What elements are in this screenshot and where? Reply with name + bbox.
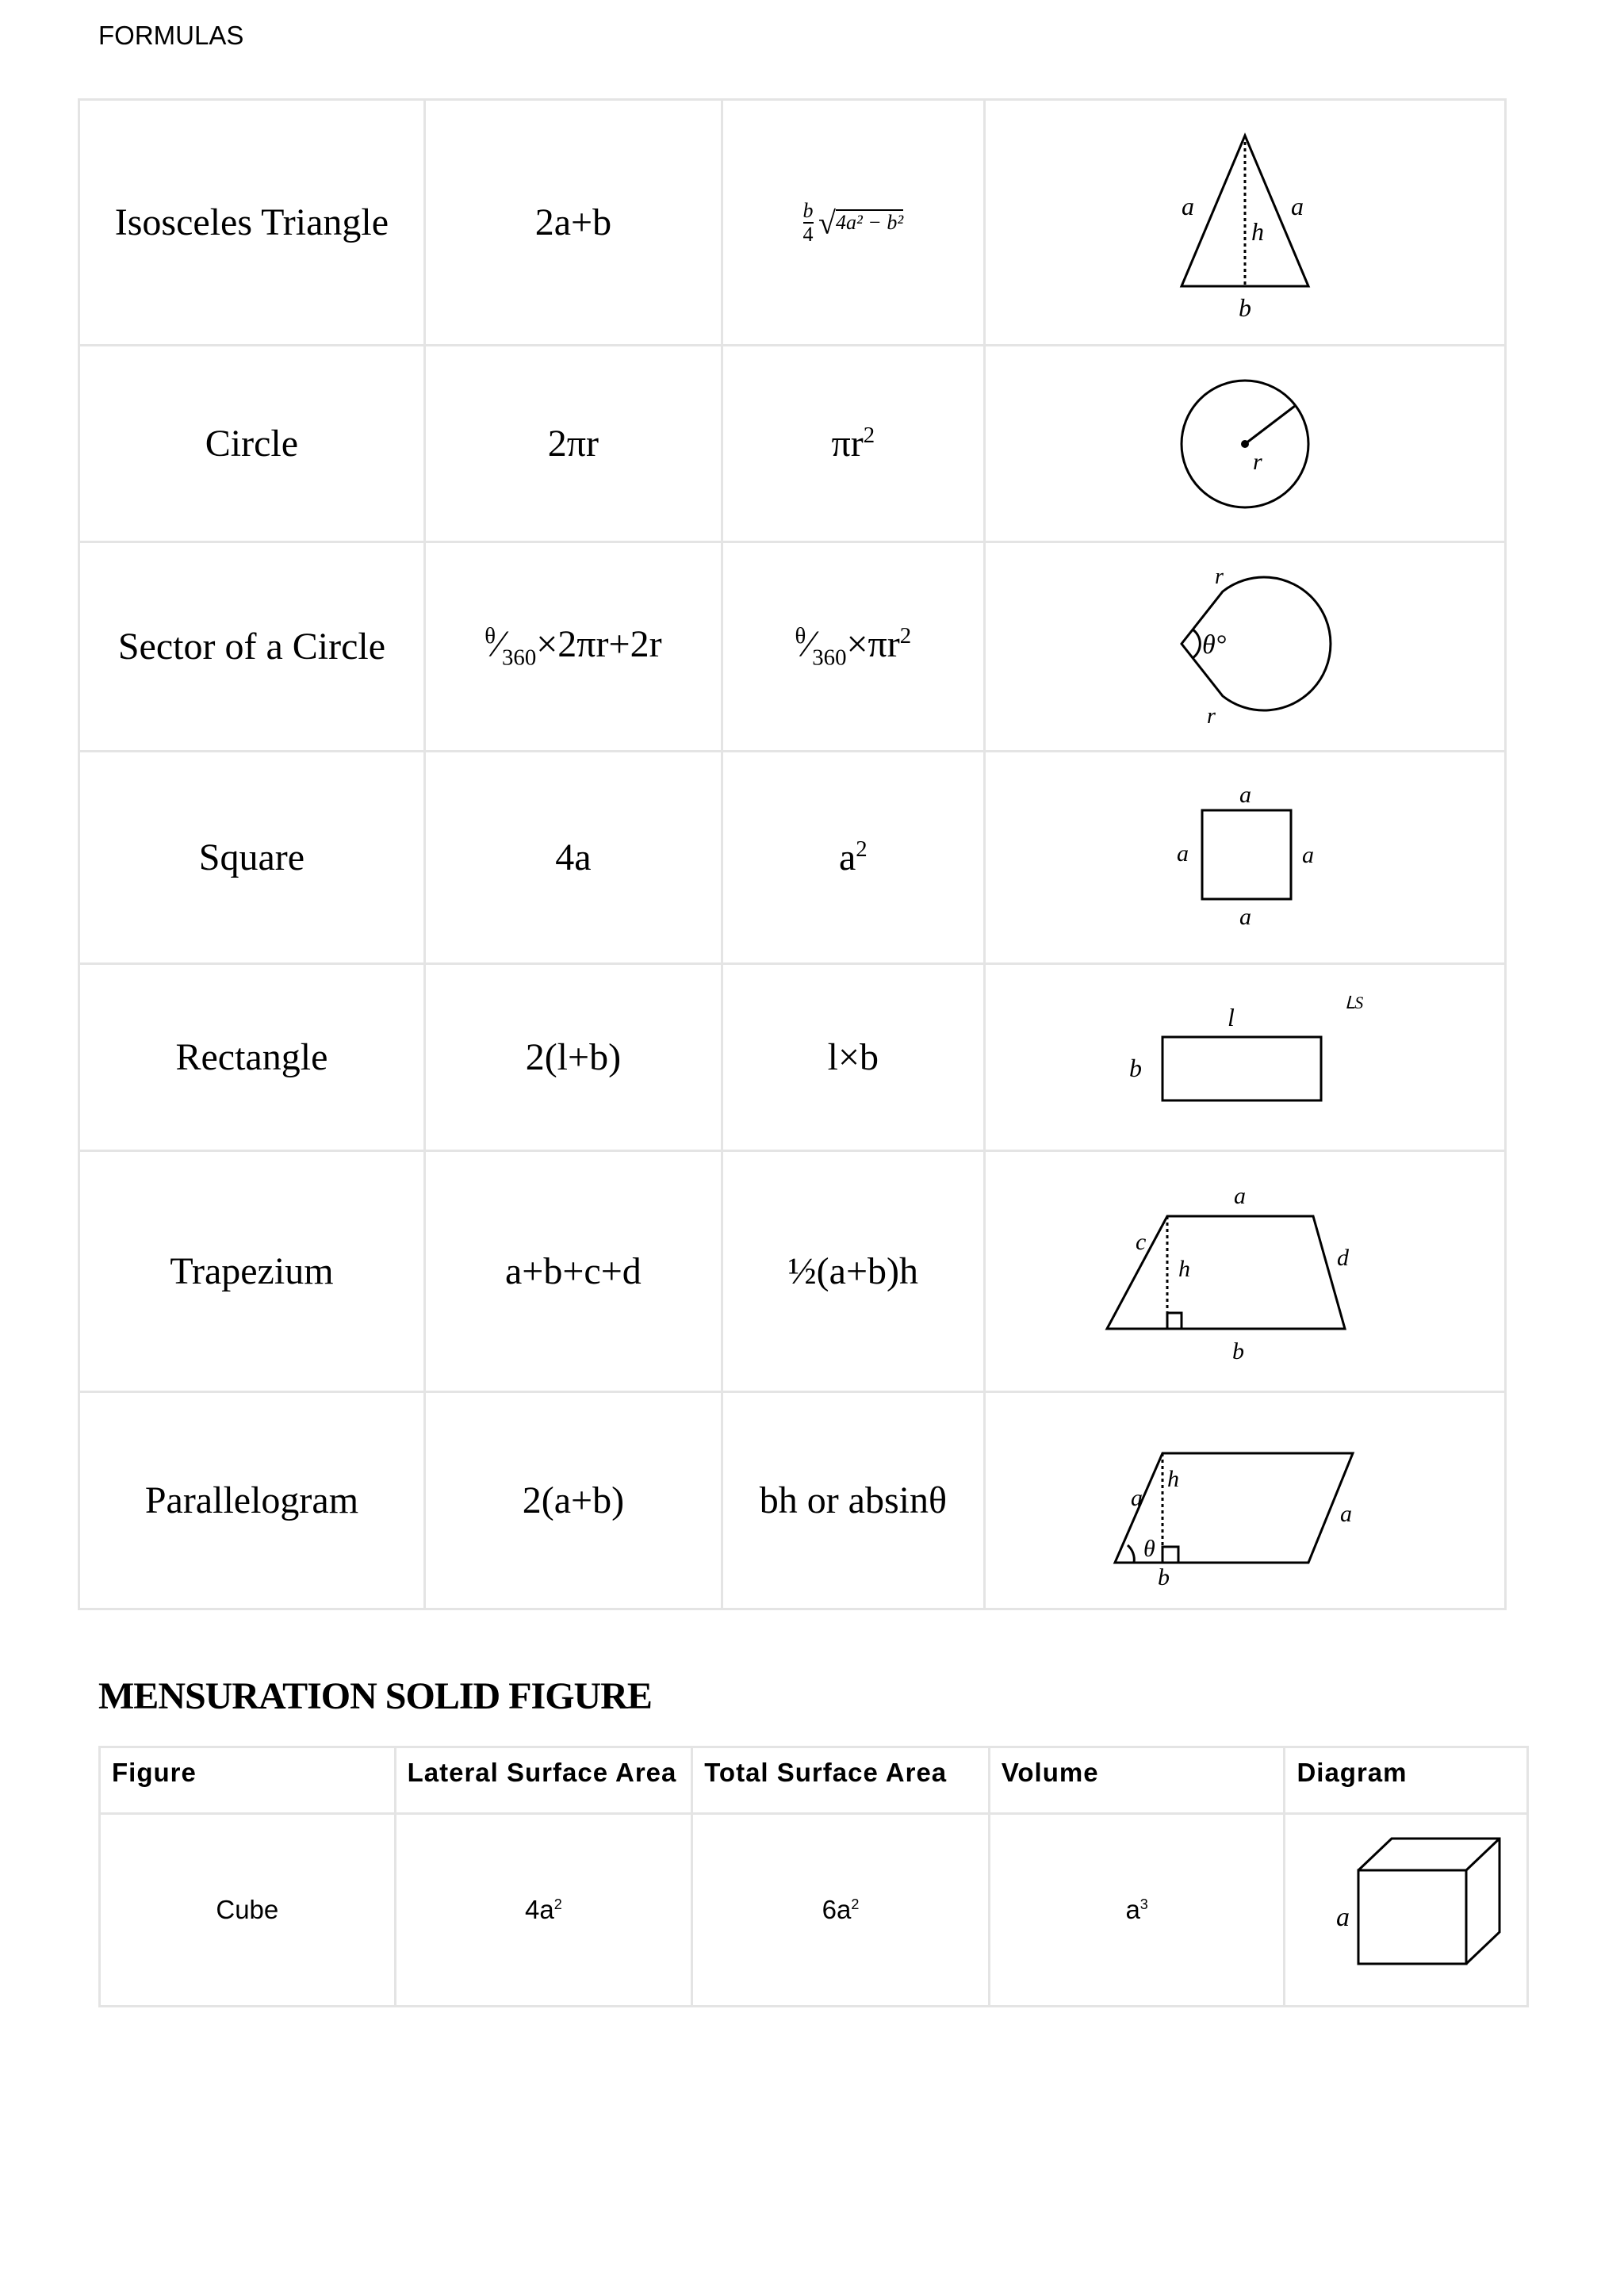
label-r-top: r [1214, 567, 1224, 589]
table-row [79, 100, 1506, 346]
label-c: c [1135, 1228, 1147, 1255]
label-b: b [1128, 1053, 1142, 1082]
plane-figures-table [78, 98, 1507, 1610]
perimeter-formula: $^\theta⁄_{360}\times 2\pi r+2r$ [424, 542, 722, 752]
fraction-numerator: b [802, 198, 814, 222]
figure-name: Trapezium [79, 1151, 425, 1392]
label-h: h [1166, 1465, 1179, 1492]
column-header: Diagram [1285, 1747, 1528, 1814]
figure-name: Sector of a Circle [79, 542, 425, 752]
label-a: a [1336, 1903, 1350, 1932]
label-h: h [1178, 1255, 1190, 1282]
label-b: b [1231, 1337, 1244, 1364]
diagram-cell [984, 100, 1505, 346]
table-row [79, 346, 1506, 542]
label-a-bottom: a [1239, 903, 1251, 930]
volume-formula: $a^3$ [989, 1814, 1285, 2007]
label-a-right: a [1301, 841, 1314, 868]
label-a-right: a [1339, 1500, 1352, 1527]
area-formula: $a^2$ [722, 752, 984, 964]
page-header: FORMULAS [98, 21, 244, 50]
diagram-cell [984, 1151, 1505, 1392]
cube-diagram [1303, 1823, 1509, 1997]
perimeter-formula: a+b+c+d [424, 1151, 722, 1392]
radicand: 4a² − b² [835, 210, 904, 234]
area-formula: $\pi r^2$ [722, 346, 984, 542]
table-row [79, 964, 1506, 1151]
table-row [79, 542, 1506, 752]
figure-name: Circle [79, 346, 425, 542]
diagram-cell [984, 1392, 1505, 1609]
area-formula: ½(a+b)h [722, 1151, 984, 1392]
label-a-left: a [1130, 1484, 1143, 1511]
label-d: d [1336, 1244, 1349, 1271]
sqrt-icon: √ [818, 205, 836, 240]
solid-figures-table [98, 1746, 1529, 2007]
perimeter-formula: 4a [424, 752, 722, 964]
perimeter-formula: 2a+b [424, 100, 722, 346]
circle-diagram [1166, 365, 1324, 523]
column-header: Lateral Surface Area [395, 1747, 692, 1814]
figure-name: Parallelogram [79, 1392, 425, 1609]
trapezium-diagram [1078, 1177, 1411, 1367]
lsa-formula: $4a^2$ [395, 1814, 692, 2007]
label-theta: θ [1143, 1535, 1155, 1562]
column-header: Total Surface Area [692, 1747, 990, 1814]
rectangle-diagram [1071, 978, 1419, 1137]
label-h: h [1251, 216, 1264, 246]
label-theta: θ° [1201, 629, 1227, 660]
area-formula: l×b [722, 964, 984, 1151]
perimeter-formula: 2(a+b) [424, 1392, 722, 1609]
label-a-left: a [1176, 840, 1189, 867]
label-a-top: a [1239, 781, 1251, 808]
label-b: b [1157, 1563, 1170, 1588]
figure-name: Rectangle [79, 964, 425, 1151]
table-row [79, 1392, 1506, 1609]
tsa-formula: $6a^2$ [692, 1814, 990, 2007]
table-row [79, 752, 1506, 964]
table-row [100, 1814, 1528, 2007]
table-header-row [100, 1747, 1528, 1814]
handwritten-mark: ᒪS [1344, 992, 1364, 1012]
label-a: a [1233, 1182, 1246, 1209]
area-formula: bh or absinθ [722, 1392, 984, 1609]
label-a-right: a [1290, 191, 1304, 220]
label-l: l [1227, 1002, 1235, 1031]
perimeter-formula: 2πr [424, 346, 722, 542]
column-header: Volume [989, 1747, 1285, 1814]
isosceles-triangle-diagram [1158, 120, 1332, 326]
figure-name: Square [79, 752, 425, 964]
table-row [79, 1151, 1506, 1392]
label-b: b [1238, 293, 1251, 322]
label-a-left: a [1181, 191, 1194, 220]
column-header: Figure [100, 1747, 396, 1814]
label-r-bottom: r [1206, 703, 1216, 726]
square-diagram [1158, 779, 1332, 937]
label-r: r [1252, 448, 1262, 475]
area-formula [722, 100, 984, 346]
fraction-denominator: 4 [802, 222, 814, 246]
area-formula: $^\theta⁄_{360}\times\pi r^2$ [722, 542, 984, 752]
figure-name: Cube [100, 1814, 396, 2007]
diagram-cell [984, 752, 1505, 964]
diagram-cell [1285, 1814, 1528, 2007]
diagram-cell [984, 964, 1505, 1151]
perimeter-formula: 2(l+b) [424, 964, 722, 1151]
diagram-cell [984, 346, 1505, 542]
section-title: MENSURATION SOLID FIGURE [98, 1675, 652, 1717]
figure-name: Isosceles Triangle [79, 100, 425, 346]
sector-diagram [1158, 568, 1332, 726]
parallelogram-diagram [1078, 1414, 1411, 1588]
diagram-cell [984, 542, 1505, 752]
